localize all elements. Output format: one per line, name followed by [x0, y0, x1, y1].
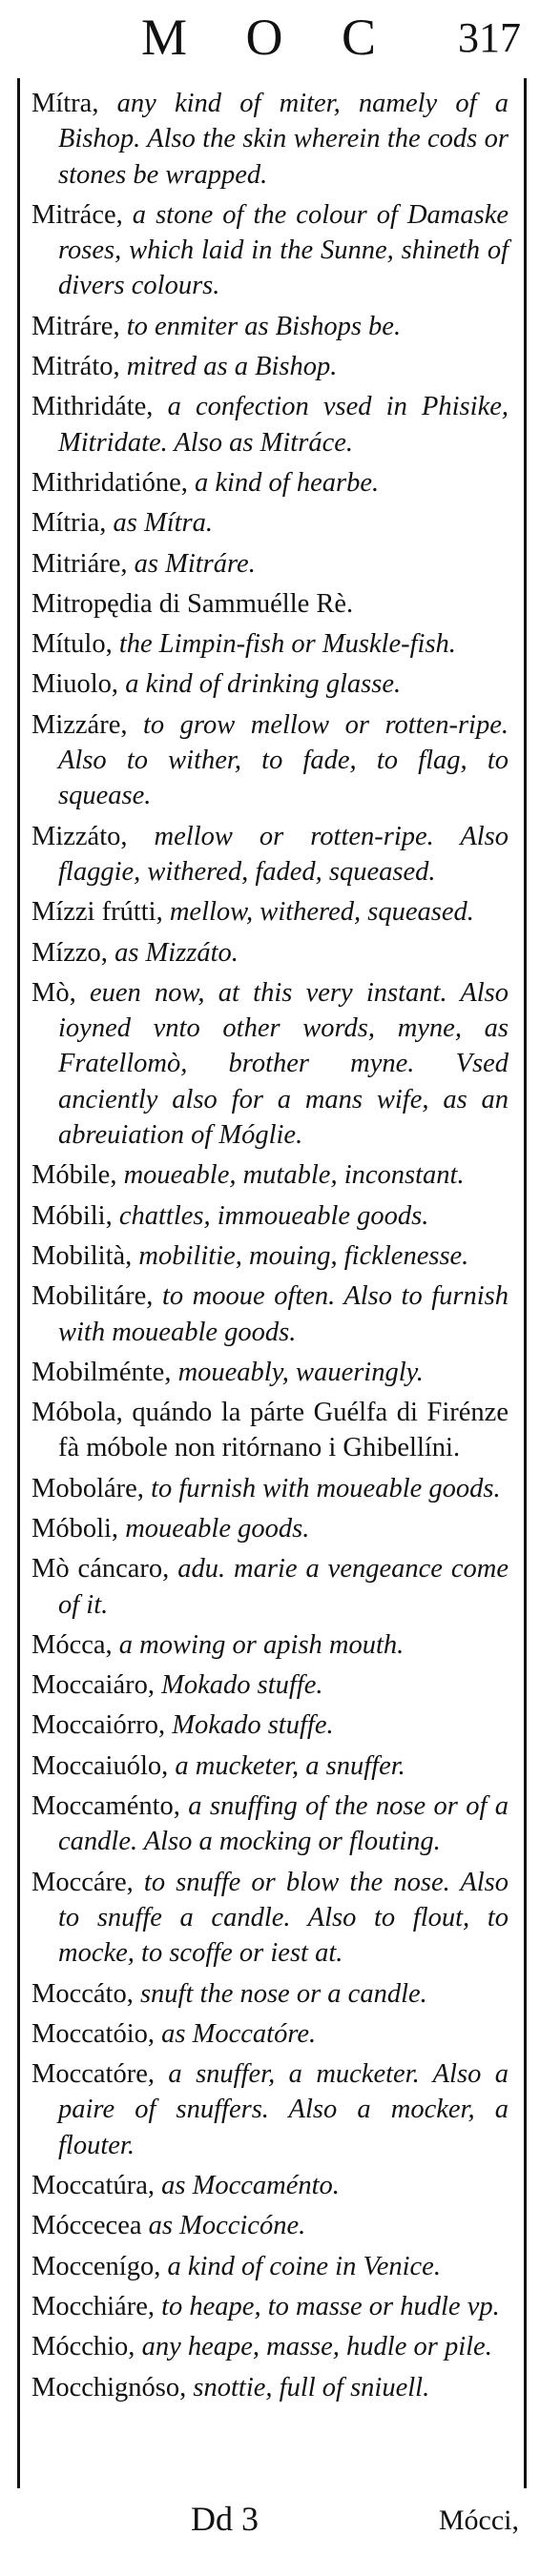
headword: Moccaiuólo,: [31, 1750, 169, 1781]
gloss: a kind of drinking glasse.: [118, 669, 402, 700]
dictionary-entry: [31, 2289, 509, 2324]
gloss: any heape, masse, hudle or pile.: [135, 2332, 492, 2362]
headword: Mobilità,: [31, 1240, 133, 1271]
gloss: Mokado stuffe.: [165, 1710, 334, 1741]
dictionary-entry: [31, 465, 509, 501]
headword: Moccaiórro,: [31, 1710, 166, 1741]
page-number: 317: [458, 14, 521, 61]
headword: Mizzáto,: [31, 821, 128, 851]
headword: Mithridáte,: [31, 392, 154, 422]
headword: Moccatóre,: [31, 2059, 155, 2090]
gloss: as Mítra.: [106, 508, 214, 539]
dictionary-entry: [31, 1789, 509, 1860]
dictionary-entry: [31, 1748, 509, 1784]
headword: Mízzo,: [31, 937, 108, 968]
headword: Miuolo,: [31, 669, 119, 700]
headword: Mobilitáre,: [31, 1281, 154, 1312]
dictionary-entry: [31, 935, 509, 971]
dictionary-entry: [31, 707, 509, 814]
dictionary-entry: [31, 666, 509, 702]
dictionary-entry: [31, 1667, 509, 1703]
dictionary-entry: [31, 389, 509, 460]
gloss: moueably, waueringly.: [171, 1357, 424, 1387]
headword: Mò cáncaro,: [31, 1554, 170, 1584]
headword: Mitriáre,: [31, 548, 128, 579]
dictionary-entry: [31, 626, 509, 662]
headword: Mítulo,: [31, 629, 113, 660]
dictionary-entry: [31, 819, 509, 890]
dictionary-entry: [31, 86, 509, 193]
dictionary-entry: [31, 1238, 509, 1274]
gloss: to grow mellow or rotten-ripe. Also to wither, to fade, to flag, to squease.: [58, 709, 509, 811]
headword: Mithridatióne,: [31, 467, 188, 498]
headword: Mò,: [31, 977, 76, 1008]
dictionary-entry: [31, 1278, 509, 1350]
headword: Moccáre,: [31, 1867, 134, 1897]
gloss: snuft the nose or a candle.: [133, 1978, 427, 2009]
gloss: euen now, at this very instant. Also ioyned vnto other words, myne, as Fratellomò, brother myne. Vsed anciently also for a mans wife, as an abreuiation of Móglie.: [58, 977, 509, 1151]
gloss: Mokado stuffe.: [154, 1670, 323, 1701]
gloss: a snuffing of the nose or of a candle. Also a mocking or flouting.: [58, 1791, 509, 1857]
gloss: chattles, immoueable goods.: [112, 1200, 429, 1231]
gloss: to snuffe or blow the nose. Also to snuffe a candle. Also to flout, to mocke, to scoffe or iest at.: [58, 1867, 509, 1969]
gloss: as Mitráre.: [127, 548, 256, 579]
headword: Mítria,: [31, 508, 107, 539]
dictionary-entry: [31, 1395, 509, 1466]
dictionary-entry: [31, 1511, 509, 1546]
headword: Móbola, quándo la párte Guélfa di Firénze fà móbole non ritórnano i Ghibellíni.: [31, 1398, 509, 1463]
dictionary-entry: [31, 546, 509, 582]
gloss: a mowing or apish mouth.: [112, 1629, 405, 1660]
page-footer: [0, 2490, 540, 2547]
dictionary-entry: [31, 1198, 509, 1234]
dictionary-entry: [31, 1865, 509, 1972]
gloss: to furnish with moueable goods.: [143, 1473, 501, 1503]
headword: Mitráre,: [31, 311, 120, 341]
headword: Moboláre,: [31, 1473, 144, 1503]
gloss: moueable, mutable, inconstant.: [116, 1160, 465, 1191]
headword: Moccatúra,: [31, 2171, 155, 2201]
headword: Mitráce,: [31, 199, 123, 230]
dictionary-entry: [31, 2249, 509, 2284]
gloss: as Moccatóre.: [155, 2018, 317, 2049]
headword: Mocchignóso,: [31, 2372, 187, 2402]
headword: Móbile,: [31, 1160, 117, 1191]
dictionary-entry: [31, 2329, 509, 2364]
headword: Mocchiáre,: [31, 2291, 155, 2321]
dictionary-entry: [31, 1471, 509, 1506]
dictionary-entry: [31, 1551, 509, 1623]
gloss: adu. marie a vengeance come of it.: [58, 1554, 509, 1620]
dictionary-entry: [31, 2370, 509, 2405]
dictionary-entry: [31, 2168, 509, 2203]
dictionary-entry: [31, 2056, 509, 2163]
dictionary-entry: [31, 309, 509, 344]
gloss: a mucketer, a snuffer.: [168, 1750, 405, 1781]
headword: Móbili,: [31, 1200, 113, 1231]
dictionary-entry: [31, 197, 509, 304]
gloss: snottie, full of sniuell.: [186, 2372, 430, 2402]
gloss: a stone of the colour of Damaske roses, which laid in the Sunne, shineth of divers colours.: [58, 199, 509, 301]
dictionary-entry: [31, 2016, 509, 2052]
entry-column: [17, 78, 527, 2488]
dictionary-entry: [31, 894, 509, 930]
dictionary-entry: [31, 1157, 509, 1193]
dictionary-entry: [31, 349, 509, 384]
gloss: a kind of coine in Venice.: [160, 2251, 441, 2281]
gloss: as Moccicóne.: [141, 2211, 306, 2241]
running-head: M O C: [140, 9, 400, 66]
gloss: as Mizzáto.: [107, 937, 239, 968]
gloss: as Moccaménto.: [154, 2171, 340, 2201]
gloss: to enmiter as Bishops be.: [119, 311, 402, 341]
headword: Mobilménte,: [31, 1357, 172, 1387]
gloss: to heape, to masse or hudle vp.: [154, 2291, 500, 2321]
signature-mark: Dd 3: [191, 2500, 259, 2538]
gloss: mitred as a Bishop.: [119, 352, 338, 382]
dictionary-entry: [31, 505, 509, 541]
dictionary-entry: [31, 1355, 509, 1390]
dictionary-entry: [31, 1627, 509, 1663]
headword: Mítra,: [31, 89, 99, 118]
dictionary-entry: [31, 586, 509, 622]
dictionary-entry: [31, 1976, 509, 2012]
dictionary-entry: [31, 975, 509, 1153]
gloss: to mooue often. Also to furnish with moueable goods.: [58, 1281, 509, 1347]
entry-list: [31, 86, 509, 2410]
gloss: any kind of miter, namely of a Bishop. Also the skin wherein the cods or stones be wrapped.: [58, 89, 509, 190]
gloss: a kind of hearbe.: [187, 467, 380, 498]
dictionary-entry: [31, 1707, 509, 1743]
headword: Moccatóio,: [31, 2018, 156, 2049]
gloss: mellow or rotten-ripe. Also flaggie, withered, faded, squeased.: [58, 821, 509, 887]
headword: Móccecea: [31, 2211, 142, 2241]
gloss: mellow, withered, squeased.: [162, 897, 474, 928]
page-header: [0, 0, 540, 76]
headword: Mócca,: [31, 1629, 113, 1660]
headword: Moccáto,: [31, 1978, 134, 2009]
gloss: a confection vsed in Phisike, Mitridate. Also as Mitráce.: [58, 392, 509, 458]
dictionary-entry: [31, 2208, 509, 2243]
gloss: a snuffer, a mucketer. Also a paire of snuffers. Also a mocker, a flouter.: [58, 2059, 509, 2160]
headword: Moccaiáro,: [31, 1670, 155, 1701]
gloss: moueable goods.: [118, 1513, 310, 1544]
headword: Mócchio,: [31, 2332, 135, 2362]
headword: Moccaménto,: [31, 1791, 180, 1822]
gloss: the Limpin-fish or Muskle-fish.: [112, 629, 456, 660]
gloss: mobilitie, mouing, ficklenesse.: [132, 1240, 469, 1271]
headword: Mizzáre,: [31, 709, 128, 740]
headword: Mízzi frútti,: [31, 897, 163, 928]
headword: Móboli,: [31, 1513, 119, 1544]
headword: Mitráto,: [31, 352, 120, 382]
headword: Moccenígo,: [31, 2251, 161, 2281]
catchword: Mócci,: [438, 2504, 519, 2536]
headword: Mitropędia di Sammuélle Rè.: [31, 588, 354, 619]
